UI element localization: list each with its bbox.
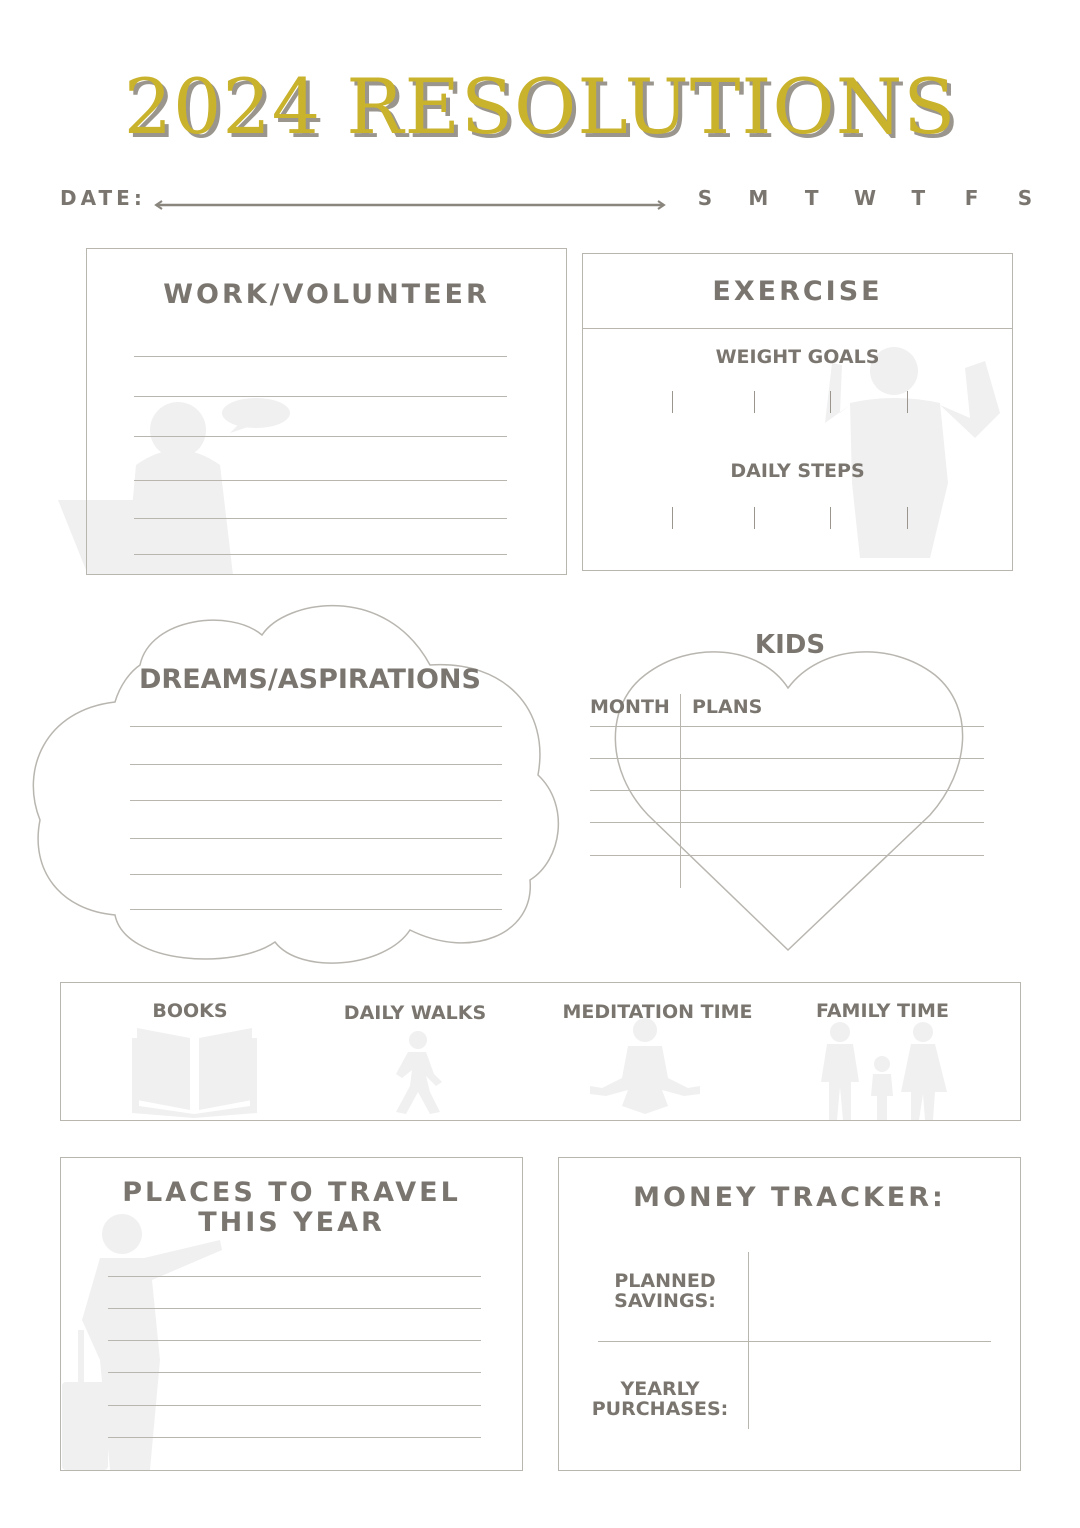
weekday-wednesday[interactable]: W [853, 186, 877, 210]
travel-title-line2: THIS YEAR [198, 1207, 385, 1238]
work-line[interactable] [134, 436, 507, 437]
weekday-friday[interactable]: F [964, 186, 979, 210]
planned-savings-field[interactable] [752, 1254, 990, 1340]
kids-column-divider [680, 694, 681, 888]
weekday-selector [690, 186, 1040, 210]
dreams-line[interactable] [130, 726, 502, 727]
yearly-purchases-line2: PURCHASES: [591, 1398, 729, 1420]
weight-divider [830, 391, 831, 413]
travel-line[interactable] [108, 1372, 481, 1373]
date-input-line[interactable] [154, 200, 669, 210]
open-book-icon [132, 1018, 257, 1118]
page-title: 2024 RESOLUTIONS [123, 62, 957, 151]
meditation-icon [588, 1016, 703, 1116]
kids-row-line[interactable] [590, 790, 984, 791]
dreams-line[interactable] [130, 764, 502, 765]
dreams-line[interactable] [130, 909, 502, 910]
habit-daily-walks[interactable]: DAILY WALKS [343, 1002, 487, 1024]
kids-row-line[interactable] [590, 855, 984, 856]
work-title: WORK/VOLUNTEER [163, 279, 490, 310]
dreams-line[interactable] [130, 838, 502, 839]
work-line[interactable] [134, 554, 507, 555]
weight-goals-label: WEIGHT GOALS [715, 346, 880, 368]
planned-savings-line1: PLANNED [614, 1270, 716, 1292]
weight-divider [754, 391, 755, 413]
kids-month-header: MONTH [590, 696, 670, 718]
family-icon [815, 1022, 950, 1120]
travel-box [60, 1157, 523, 1471]
kids-title: KIDS [754, 630, 826, 660]
work-line[interactable] [134, 356, 507, 357]
weekday-monday[interactable]: M [748, 186, 769, 210]
travel-title-line1: PLACES TO TRAVEL [122, 1177, 461, 1208]
weekday-thursday[interactable]: T [911, 186, 926, 210]
weekday-tuesday[interactable]: T [804, 186, 819, 210]
travel-line[interactable] [108, 1308, 481, 1309]
kids-row-line[interactable] [590, 726, 984, 727]
money-row-divider [598, 1341, 991, 1342]
kids-row-line[interactable] [590, 822, 984, 823]
dreams-cloud-shape [30, 590, 570, 975]
steps-divider [907, 507, 908, 529]
kids-row-line[interactable] [590, 758, 984, 759]
dreams-line[interactable] [130, 874, 502, 875]
work-line[interactable] [134, 396, 507, 397]
weekday-sunday[interactable]: S [697, 186, 713, 210]
dreams-title: DREAMS/ASPIRATIONS [139, 664, 481, 695]
travel-line[interactable] [108, 1340, 481, 1341]
daily-steps-label: DAILY STEPS [730, 460, 865, 482]
steps-divider [754, 507, 755, 529]
habit-meditation-time[interactable]: MEDITATION TIME [562, 1001, 753, 1023]
planned-savings-label [590, 1271, 740, 1311]
weight-divider [672, 391, 673, 413]
kids-plans-header: PLANS [692, 696, 763, 718]
steps-divider [672, 507, 673, 529]
walking-person-icon [390, 1030, 450, 1115]
habit-family-time[interactable]: FAMILY TIME [816, 1000, 949, 1022]
yearly-purchases-label [585, 1379, 735, 1419]
weight-divider [907, 391, 908, 413]
money-tracker-title: MONEY TRACKER: [633, 1182, 946, 1213]
work-line[interactable] [134, 518, 507, 519]
work-volunteer-box [86, 248, 567, 575]
kids-heart-shape [600, 640, 970, 955]
date-label: DATE: [60, 186, 146, 210]
travel-line[interactable] [108, 1437, 481, 1438]
habit-books[interactable]: BOOKS [152, 1000, 228, 1022]
weekday-saturday[interactable]: S [1017, 186, 1033, 210]
yearly-purchases-field[interactable] [752, 1344, 990, 1428]
yearly-purchases-line1: YEARLY [620, 1378, 700, 1400]
work-line[interactable] [134, 480, 507, 481]
steps-divider [830, 507, 831, 529]
travel-line[interactable] [108, 1405, 481, 1406]
exercise-title: EXERCISE [712, 275, 883, 307]
travel-line[interactable] [108, 1276, 481, 1277]
planned-savings-line2: SAVINGS: [614, 1290, 716, 1312]
dreams-line[interactable] [130, 800, 502, 801]
